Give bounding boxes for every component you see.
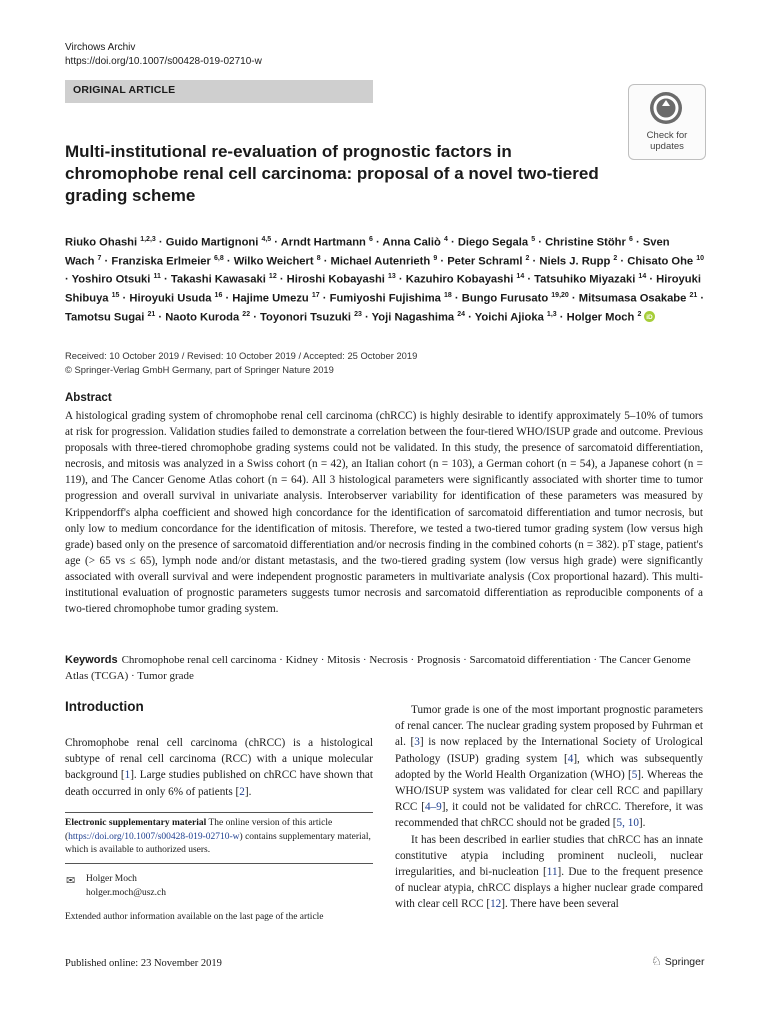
author-name[interactable]: Riuko Ohashi: [65, 236, 141, 249]
author-name[interactable]: Holger Moch: [566, 311, 638, 324]
publisher-logo: [651, 954, 704, 968]
intro-right-column: [395, 702, 703, 913]
citation-ref[interactable]: 1: [124, 769, 131, 782]
paragraph-text: Tumor grade is one of the most important prognostic parameters of renal cancer. The nuclear grading system proposed by Fuhrman et al. [: [395, 704, 703, 749]
supplementary-note: [65, 817, 373, 858]
author-name[interactable]: Sven Wach: [65, 236, 670, 268]
orcid-icon[interactable]: [644, 311, 655, 322]
author-separator: ·: [65, 274, 72, 287]
author-name[interactable]: Diego Segala: [457, 236, 532, 249]
author-separator: ·: [250, 311, 261, 324]
esm-text-a: The online version of this article (: [65, 818, 333, 842]
affiliation-sup: 5: [531, 236, 536, 243]
affiliation-sup: 2: [637, 310, 642, 318]
author-name[interactable]: Christine Stöhr: [545, 236, 629, 249]
author-name[interactable]: Bungo Furusato: [461, 292, 552, 305]
affiliation-sup: 14: [516, 273, 525, 281]
affiliation-sup: 23: [354, 310, 362, 318]
affiliation-sup: 18: [444, 292, 452, 300]
intro-paragraph-1: [395, 702, 703, 832]
author-name[interactable]: Toyonori Tsuzuki: [260, 311, 355, 324]
author-separator: ·: [646, 274, 657, 287]
introduction-heading: Introduction: [65, 699, 144, 714]
affiliation-sup: 9: [433, 254, 438, 262]
author-separator: ·: [320, 255, 331, 268]
author-separator: ·: [222, 292, 233, 305]
author-separator: ·: [535, 236, 546, 249]
author-name[interactable]: Michael Autenrieth: [330, 255, 434, 268]
author-name[interactable]: Peter Schraml: [447, 255, 526, 268]
author-separator: ·: [271, 236, 281, 249]
author-name[interactable]: Yoji Nagashima: [371, 311, 458, 324]
author-name[interactable]: Wilko Weichert: [233, 255, 317, 268]
keywords: [65, 652, 703, 684]
affiliation-sup: 15: [111, 292, 120, 300]
citation-ref[interactable]: 11: [546, 866, 558, 879]
affiliation-sup: 1,3: [546, 310, 557, 318]
publisher-name: Springer: [664, 956, 705, 968]
affiliation-sup: 6,8: [214, 254, 224, 262]
article-title: Multi-institutional re-evaluation of prognostic factors in chromophobe renal cell carcinoma: proposal of a novel two-tiered grading scheme: [65, 142, 599, 205]
copyright-line: © Springer-Verlag GmbH Germany, part of Springer Nature 2019: [65, 364, 334, 375]
paragraph-text: ]. Whereas the WHO/ISUP system was validated for clear cell RCC and papillary RCC [: [395, 768, 703, 814]
author-separator: ·: [395, 274, 406, 287]
esm-link[interactable]: https://doi.org/10.1007/s00428-019-02710-w: [68, 831, 240, 842]
affiliation-sup: 21: [689, 292, 698, 300]
affiliation-sup: 4,5: [261, 236, 272, 243]
affiliation-sup: 8: [316, 254, 321, 262]
published-date: Published online: 23 November 2019: [65, 958, 222, 969]
affiliation-sup: 21: [147, 310, 156, 318]
author-separator: ·: [276, 274, 287, 287]
affiliation-sup: 2: [613, 254, 618, 262]
author-separator: ·: [223, 255, 234, 268]
keywords-text: Chromophobe renal cell carcinoma · Kidney · Mitosis · Necrosis · Prognosis · Sarcomatoid differentiation · The Cancer Genome Atlas (TCGA) · Tumor grade: [65, 654, 691, 682]
author-separator: ·: [119, 292, 130, 305]
author-name[interactable]: Takashi Kawasaki: [170, 274, 269, 287]
affiliation-sup: 1,2,3: [140, 236, 156, 243]
author-name[interactable]: Hiroyuki Usuda: [129, 292, 215, 305]
author-separator: ·: [568, 292, 579, 305]
affiliation-sup: 4: [443, 236, 448, 243]
author-separator: ·: [361, 311, 372, 324]
extended-info-note: Extended author information available on the last page of the article: [65, 912, 324, 922]
author-name[interactable]: Yoichi Ajioka: [474, 311, 547, 324]
intro-left-paragraph: [65, 735, 373, 800]
citation-ref[interactable]: 5: [631, 768, 638, 781]
affiliation-sup: 24: [457, 310, 466, 318]
author-name[interactable]: Niels J. Rupp: [539, 255, 614, 268]
footnote-rule: [65, 812, 373, 813]
affiliation-sup: 16: [214, 292, 223, 300]
author-separator: ·: [319, 292, 330, 305]
article-type: ORIGINAL ARTICLE: [73, 84, 176, 96]
intro-paragraph-2: [395, 832, 703, 913]
author-separator: ·: [524, 274, 535, 287]
abstract-text: A histological grading system of chromophobe renal cell carcinoma (chRCC) is highly desirable to identify approximately 5–10% of tumors at risk for progression. Validation studies failed to demonstrate a correlation between the four-tiered WHO/ISUP grade and outcome. Previous proposals with three-tiered chromophobe grading systems could not be validated. In this study, the presence of sarcomatoid differentiation, necrosis, and mitosis was analyzed in a Swiss cohort (n = 42), an Italian cohort (n = 103), a German cohort (n = 54), a Japanese cohort (n = 119), and The Cancer Genome Atlas cohort (n = 64). All 3 histological parameters were significantly associated with shorter time to tumor progression and overall survival in univariate analysis. Interobserver variability for identification of these parameters was measured by Krippendorff's alpha coefficient and showed high concordance for the identification of sarcomatoid differentiation and tumor necrosis, but only low to medium concordance for the identification of mitosis. Therefore, we tested a two-tiered tumor grading system (low versus high grade) based only on the presence of sarcomatoid differentiation and/or necrosis finding in the combined cohorts (n = 382). pT stage, patient's age (> 65 vs ≤ 65), lymph node and/or distant metastasis, and the two-tiered grading system (low versus high grade) were significantly associated with overall survival and were independent prognostic parameters in multivariate analysis (Cox proportional hazard). This multi-institutional evaluation of prognostic parameters suggests tumor necrosis and sarcomatoid differentiation as reproducible components of a two-tiered chromophobe tumor grading system.: [65, 410, 703, 616]
paragraph-text: ], which was subsequently adopted by the World Health Organization (WHO) [: [395, 752, 703, 781]
author-name[interactable]: Guido Martignoni: [165, 236, 262, 249]
affiliation-sup: 22: [242, 310, 251, 318]
paragraph-text: ]. There have been several: [501, 898, 619, 911]
affiliation-sup: 6: [368, 236, 373, 243]
citation-ref[interactable]: 5, 10: [616, 817, 639, 830]
author-name[interactable]: Fumiyoshi Fujishima: [329, 292, 445, 305]
author-separator: ·: [617, 255, 628, 268]
author-separator: ·: [155, 236, 166, 249]
corresponding-email[interactable]: holger.moch@usz.ch: [86, 888, 166, 898]
check-updates-line1: Check for: [646, 130, 688, 141]
author-separator: ·: [556, 311, 567, 324]
author-separator: ·: [101, 255, 112, 268]
paragraph-text: ].: [638, 817, 646, 830]
author-name[interactable]: Hiroyuki Shibuya: [65, 274, 701, 305]
author-separator: ·: [632, 236, 643, 249]
author-separator: ·: [372, 236, 383, 249]
author-name[interactable]: Tatsuhiko Miyazaki: [534, 274, 639, 287]
affiliation-sup: 12: [268, 273, 277, 281]
esm-label: Electronic supplementary material: [65, 818, 207, 828]
paragraph-text: ] is now replaced by the International Society of Urological Pathology (ISUP) grading system [: [395, 736, 703, 765]
author-name[interactable]: Hajime Umezu: [232, 292, 312, 305]
paragraph-text: ].: [244, 785, 252, 798]
esm-text-b: ) contains supplementary material, which is available to authorized users.: [65, 831, 371, 855]
author-separator: ·: [465, 311, 475, 324]
springer-horse-icon: ♘: [651, 954, 662, 968]
affiliation-sup: 10: [696, 254, 705, 262]
keywords-label: Keywords: [65, 654, 118, 666]
affiliation-sup: 7: [97, 254, 102, 262]
affiliation-sup: 11: [153, 273, 161, 281]
author-name[interactable]: Naoto Kuroda: [165, 311, 243, 324]
journal-name: Virchows Archiv: [65, 42, 136, 53]
author-separator: ·: [697, 292, 705, 305]
check-for-updates-badge[interactable]: [628, 84, 706, 160]
paragraph-text: It has been described in earlier studies that chRCC has an innate constitutive atypia including prominent nucleoli, nuclear irregularities, and bi-nucleation [: [395, 833, 703, 879]
check-updates-icon: [648, 90, 684, 126]
author-name[interactable]: Tamotsu Sugai: [65, 311, 148, 324]
citation-ref[interactable]: 4–9: [424, 801, 442, 814]
author-list: [65, 232, 705, 326]
doi-link[interactable]: https://doi.org/10.1007/s00428-019-02710-w: [65, 56, 262, 67]
author-name[interactable]: Franziska Erlmeier: [111, 255, 214, 268]
affiliation-sup: 2: [525, 254, 530, 262]
author-separator: ·: [447, 236, 458, 249]
author-name[interactable]: Yoshiro Otsuki: [71, 274, 154, 287]
author-name[interactable]: Mitsumasa Osakabe: [578, 292, 690, 305]
paragraph-text: ]. Large studies published on chRCC have shown that death occurred in only 6% of patients [: [65, 769, 373, 798]
author-name[interactable]: Hiroshi Kobayashi: [286, 274, 389, 287]
citation-ref[interactable]: 12: [490, 898, 502, 911]
affiliation-sup: 19,20: [551, 292, 569, 300]
check-updates-line2: updates: [650, 141, 684, 152]
envelope-icon: ✉: [66, 875, 76, 887]
author-name[interactable]: Chisato Ohe: [627, 255, 697, 268]
author-separator: ·: [155, 311, 166, 324]
author-separator: ·: [160, 274, 171, 287]
paragraph-text: ]. Due to the frequent presence of nuclear atypia, chRCC displays a higher nuclear grade compared with clear cell RCC [: [395, 866, 703, 911]
author-name[interactable]: Anna Caliò: [382, 236, 444, 249]
author-name[interactable]: Kazuhiro Kobayashi: [405, 274, 517, 287]
citation-ref[interactable]: 4: [567, 752, 574, 765]
abstract-heading: Abstract: [65, 392, 112, 404]
history-dates: Received: 10 October 2019 / Revised: 10 October 2019 / Accepted: 25 October 2019: [65, 350, 418, 361]
citation-ref[interactable]: 2: [239, 785, 245, 798]
affiliation-sup: 14: [638, 273, 647, 281]
corresponding-author: Holger Moch: [86, 874, 137, 884]
author-separator: ·: [437, 255, 448, 268]
affiliation-sup: 6: [628, 236, 633, 243]
footnote-rule-2: [65, 863, 373, 864]
affiliation-sup: 13: [388, 273, 396, 281]
svg-text:iD: iD: [646, 313, 654, 321]
paragraph-text: Chromophobe renal cell carcinoma (chRCC) is a histological subtype of renal cell carcinoma (RCC) with a unique molecular background [: [65, 737, 373, 782]
citation-ref[interactable]: 3: [414, 736, 420, 749]
author-separator: ·: [529, 255, 540, 268]
author-separator: ·: [451, 292, 462, 305]
affiliation-sup: 17: [311, 292, 320, 300]
author-name[interactable]: Arndt Hartmann: [280, 236, 369, 249]
paragraph-text: ], it could not be validated for chRCC. Therefore, it was recommended that chRCC should not be graded [: [395, 801, 703, 830]
